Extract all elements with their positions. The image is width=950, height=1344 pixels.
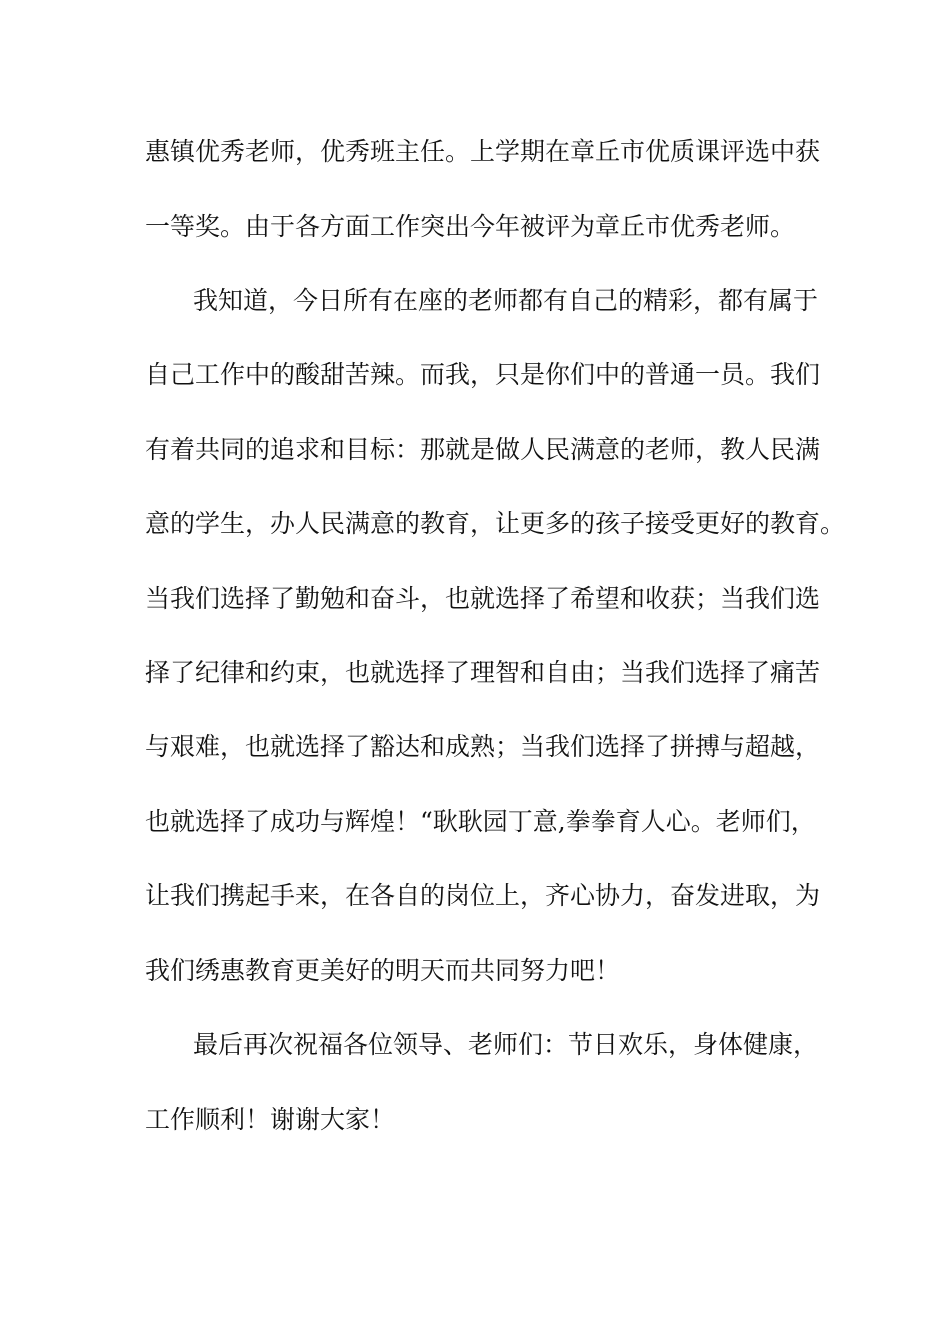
text-line: 一等奖。由于各方面工作突出今年被评为章丘市优秀老师。	[145, 212, 796, 241]
text-line: 有着共同的追求和目标：那就是做人民满意的老师，教人民满	[145, 435, 821, 464]
text-line: 自己工作中的酸甜苦辣。而我，只是你们中的普通一员。我们	[145, 360, 821, 389]
text-line: 最后再次祝福各位领导、老师们：节日欢乐，身体健康，	[193, 1030, 819, 1059]
text-line: 择了纪律和约束，也就选择了理智和自由；当我们选择了痛苦	[145, 658, 821, 687]
text-line: 当我们选择了勤勉和奋斗，也就选择了希望和收获；当我们选	[145, 584, 821, 613]
text-line: 意的学生，办人民满意的教育，让更多的孩子接受更好的教育。	[145, 509, 846, 538]
text-line: 与艰难，也就选择了豁达和成熟；当我们选择了拼搏与超越，	[145, 732, 821, 761]
text-line: 我们绣惠教育更美好的明天而共同努力吧！	[145, 956, 621, 985]
text-line: 也就选择了成功与辉煌！“耿耿园丁意,拳拳育人心。老师们，	[145, 807, 816, 836]
text-line: 工作顺利！谢谢大家！	[145, 1105, 396, 1134]
text-line: 让我们携起手来，在各自的岗位上，齐心协力，奋发进取，为	[145, 881, 821, 910]
text-line: 我知道，今日所有在座的老师都有自己的精彩，都有属于	[193, 286, 819, 315]
text-line: 惠镇优秀老师，优秀班主任。上学期在章丘市优质课评选中获	[145, 137, 821, 166]
